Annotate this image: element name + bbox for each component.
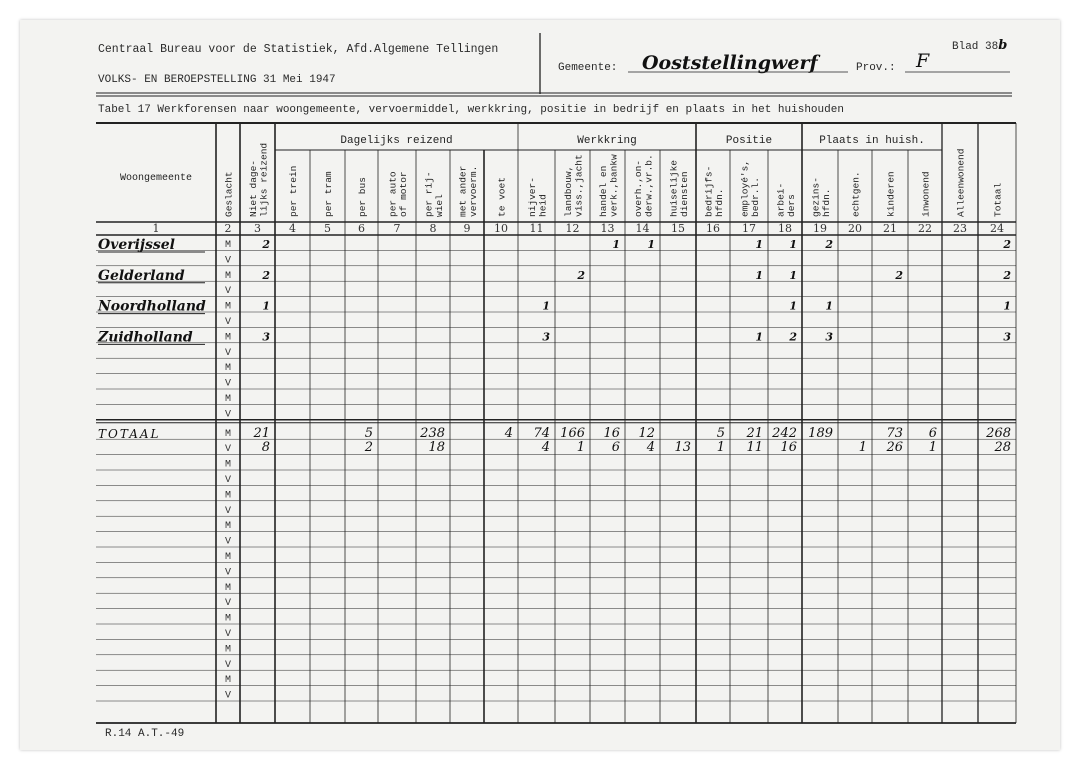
column-number: 6	[358, 222, 365, 235]
total-label: TOTAAL	[98, 426, 161, 441]
column-header: Totaal	[992, 182, 1004, 217]
sheet-suffix: b	[998, 38, 1008, 53]
column-header: per auto	[387, 171, 399, 217]
column-header: Geslacht	[223, 171, 235, 217]
sex-v-label: V	[224, 286, 232, 298]
cell-value: 3	[262, 330, 270, 344]
column-header: derw.,vr.b.	[643, 154, 655, 217]
cell-value: 3	[1003, 330, 1011, 344]
cell-value: 74	[533, 425, 550, 441]
sex-v-label: V	[224, 598, 232, 610]
sex-m-label: M	[224, 459, 232, 471]
cell-value: 1	[928, 440, 937, 456]
municipality-label: Gemeente:	[558, 62, 618, 74]
column-header: met ander	[457, 165, 469, 217]
cell-value: 242	[772, 425, 797, 441]
sex-m-label: M	[224, 363, 232, 375]
municipality-name: Noordholland	[98, 298, 206, 315]
column-header: per rij-	[423, 171, 435, 217]
column-number: 7	[393, 222, 401, 235]
cell-value: 2	[1003, 268, 1011, 282]
column-header: bedrijfs-	[703, 165, 715, 217]
column-header: vervoerm.	[467, 165, 479, 217]
column-header: Woongemeente	[119, 173, 193, 184]
column-header: hfdn.	[713, 188, 725, 217]
cell-value: 1	[576, 440, 585, 456]
municipality-value: Ooststellingwerf	[642, 52, 818, 74]
sex-v-label: V	[224, 317, 232, 328]
column-header: inwonend	[920, 171, 932, 217]
sheet-label: Blad 38	[952, 41, 999, 53]
cell-value: 1	[755, 238, 763, 251]
table-title: Tabel 17 Werkforensen naar woongemeente, vervoermiddel, werkkring, positie in bedrijf en plaats in het huishouden	[98, 104, 844, 116]
column-number: 21	[883, 222, 897, 235]
cell-value: 2	[895, 268, 903, 282]
cell-value: 1	[825, 299, 833, 313]
cell-value: 2	[262, 238, 270, 251]
column-number: 15	[671, 222, 685, 235]
sex-m-label: M	[224, 394, 232, 405]
cell-value: 4	[646, 440, 655, 456]
cell-value: 1	[858, 440, 867, 456]
cell-value: 268	[986, 425, 1011, 441]
column-header: of motor	[397, 171, 409, 217]
column-number: 23	[953, 222, 967, 235]
sex-m-label: M	[224, 675, 232, 687]
column-number: 4	[289, 222, 296, 235]
sex-v-label: V	[224, 409, 232, 421]
office-heading: Centraal Bureau voor de Statistiek, Afd.Algemene Tellingen	[98, 43, 499, 56]
sex-v-label: V	[224, 378, 232, 390]
column-header: lijks reizend	[258, 142, 270, 217]
sex-v-label: V	[224, 629, 232, 640]
cell-value: 1	[716, 440, 725, 456]
column-header: heid	[537, 194, 549, 217]
sex-m-label: M	[224, 490, 232, 502]
sex-v-label: V	[224, 567, 232, 579]
column-header: huiselijke	[668, 159, 680, 217]
form-code: R.14 A.T.-49	[105, 728, 185, 740]
cell-value: 8	[261, 440, 270, 456]
cell-value: 11	[746, 440, 763, 456]
cell-value: 12	[638, 425, 655, 441]
group-title-position: Positie	[725, 135, 773, 147]
cell-value: 1	[789, 238, 797, 251]
column-number: 20	[848, 222, 862, 235]
column-header: per tram	[323, 171, 334, 217]
sex-v-label: V	[224, 255, 232, 267]
column-number: 16	[706, 222, 720, 235]
cell-value: 1	[542, 299, 550, 313]
cell-value: 3	[825, 330, 833, 344]
column-header: bedr.l.	[749, 177, 761, 217]
column-header: diensten	[678, 171, 690, 217]
column-header: kinderen	[885, 171, 897, 217]
sex-m-label: M	[224, 521, 232, 533]
cell-value: 2	[262, 268, 270, 282]
column-number: 17	[742, 222, 756, 235]
sex-m-label: M	[224, 582, 232, 594]
sex-m-label: M	[224, 644, 232, 656]
column-number: 14	[635, 222, 650, 235]
column-header: gezins-	[810, 177, 822, 217]
column-header: per trein	[288, 165, 299, 217]
column-number: 8	[429, 222, 437, 235]
column-number: 5	[324, 222, 331, 235]
column-header: employé's,	[739, 159, 751, 217]
cell-value: 6	[611, 440, 620, 456]
cell-value: 5	[716, 425, 725, 441]
sex-v-label: V	[224, 536, 232, 548]
column-header: ders	[785, 194, 797, 217]
cell-value: 21	[746, 425, 763, 441]
cell-value: 1	[789, 299, 797, 313]
cell-value: 2	[825, 238, 833, 251]
cell-value: 166	[560, 425, 585, 441]
column-header: viss.,jacht	[573, 154, 585, 217]
province-value: F	[916, 50, 930, 72]
sex-m-label: M	[224, 613, 232, 625]
column-header: per bus	[357, 177, 368, 217]
sex-m-label: M	[224, 428, 232, 440]
cell-value: 18	[428, 440, 445, 456]
column-header: wiel	[433, 194, 445, 217]
column-header: echtgen.	[850, 171, 862, 217]
cell-value: 16	[603, 425, 620, 441]
column-header: Niet dage-	[247, 159, 259, 217]
column-header: hfdn.	[820, 188, 832, 217]
cell-value: 16	[780, 440, 797, 456]
column-number: 22	[918, 222, 932, 235]
sex-m-label: M	[224, 270, 232, 282]
cell-value: 189	[808, 425, 833, 441]
column-number: 19	[813, 222, 827, 235]
cell-value: 28	[994, 440, 1011, 456]
cell-value: 2	[1003, 238, 1011, 251]
cell-value: 6	[928, 425, 937, 441]
sex-v-label: V	[224, 475, 232, 486]
group-title-household: Plaats in huish.	[819, 135, 925, 147]
cell-value: 1	[755, 268, 763, 282]
municipality-name: Gelderland	[98, 267, 185, 284]
column-number: 18	[778, 222, 792, 235]
cell-value: 3	[542, 330, 550, 344]
province-label: Prov.:	[856, 62, 896, 74]
column-header: arbei-	[775, 182, 787, 217]
column-header: nijver-	[526, 177, 538, 217]
column-number: 13	[600, 222, 615, 235]
column-number: 1	[152, 222, 160, 235]
cell-value: 1	[755, 330, 763, 344]
column-number: 9	[463, 222, 471, 235]
cell-value: 1	[789, 268, 797, 282]
cell-value: 4	[541, 440, 550, 456]
column-number: 12	[565, 222, 580, 235]
cell-value: 1	[1003, 299, 1011, 313]
sex-m-label: M	[224, 240, 232, 251]
cell-value: 2	[364, 440, 373, 456]
cell-value: 1	[647, 238, 655, 251]
column-number: 3	[254, 222, 261, 235]
cell-value: 2	[577, 268, 585, 282]
group-title-work: Werkkring	[577, 135, 637, 147]
column-number: 11	[529, 222, 544, 235]
sex-m-label: M	[224, 332, 232, 344]
cell-value: 5	[364, 425, 373, 441]
column-header: handel en	[597, 165, 609, 217]
column-number: 24	[990, 222, 1004, 235]
sex-m-label: M	[224, 301, 232, 313]
column-header: Alleenwonend	[955, 148, 967, 217]
municipality-name: Overijssel	[98, 237, 175, 253]
census-heading: VOLKS- EN BEROEPSTELLING 31 Mei 1947	[98, 74, 336, 86]
sex-v-label: V	[224, 505, 232, 517]
cell-value: 1	[612, 238, 620, 251]
column-header: verk.,bankw	[608, 154, 620, 217]
municipality-name: Zuidholland	[98, 329, 193, 346]
sex-v-label: V	[224, 659, 232, 671]
cell-value: 21	[253, 425, 270, 441]
column-number: 2	[224, 222, 232, 235]
cell-value: 4	[504, 425, 513, 441]
column-number: 10	[494, 222, 508, 235]
column-header: overh.,on-	[632, 159, 644, 217]
group-title-daily: Dagelijks reizend	[340, 135, 453, 147]
sex-v-label: V	[224, 690, 232, 702]
cell-value: 13	[674, 440, 691, 456]
column-header: te voet	[496, 177, 508, 217]
cell-value: 1	[262, 299, 270, 313]
sex-m-label: M	[224, 552, 232, 563]
column-header: landbouw,	[562, 165, 574, 217]
cell-value: 73	[886, 425, 903, 441]
sex-v-label: V	[224, 444, 232, 456]
sex-v-label: V	[224, 347, 232, 359]
cell-value: 2	[789, 330, 797, 344]
cell-value: 238	[420, 425, 445, 441]
cell-value: 26	[886, 440, 903, 456]
